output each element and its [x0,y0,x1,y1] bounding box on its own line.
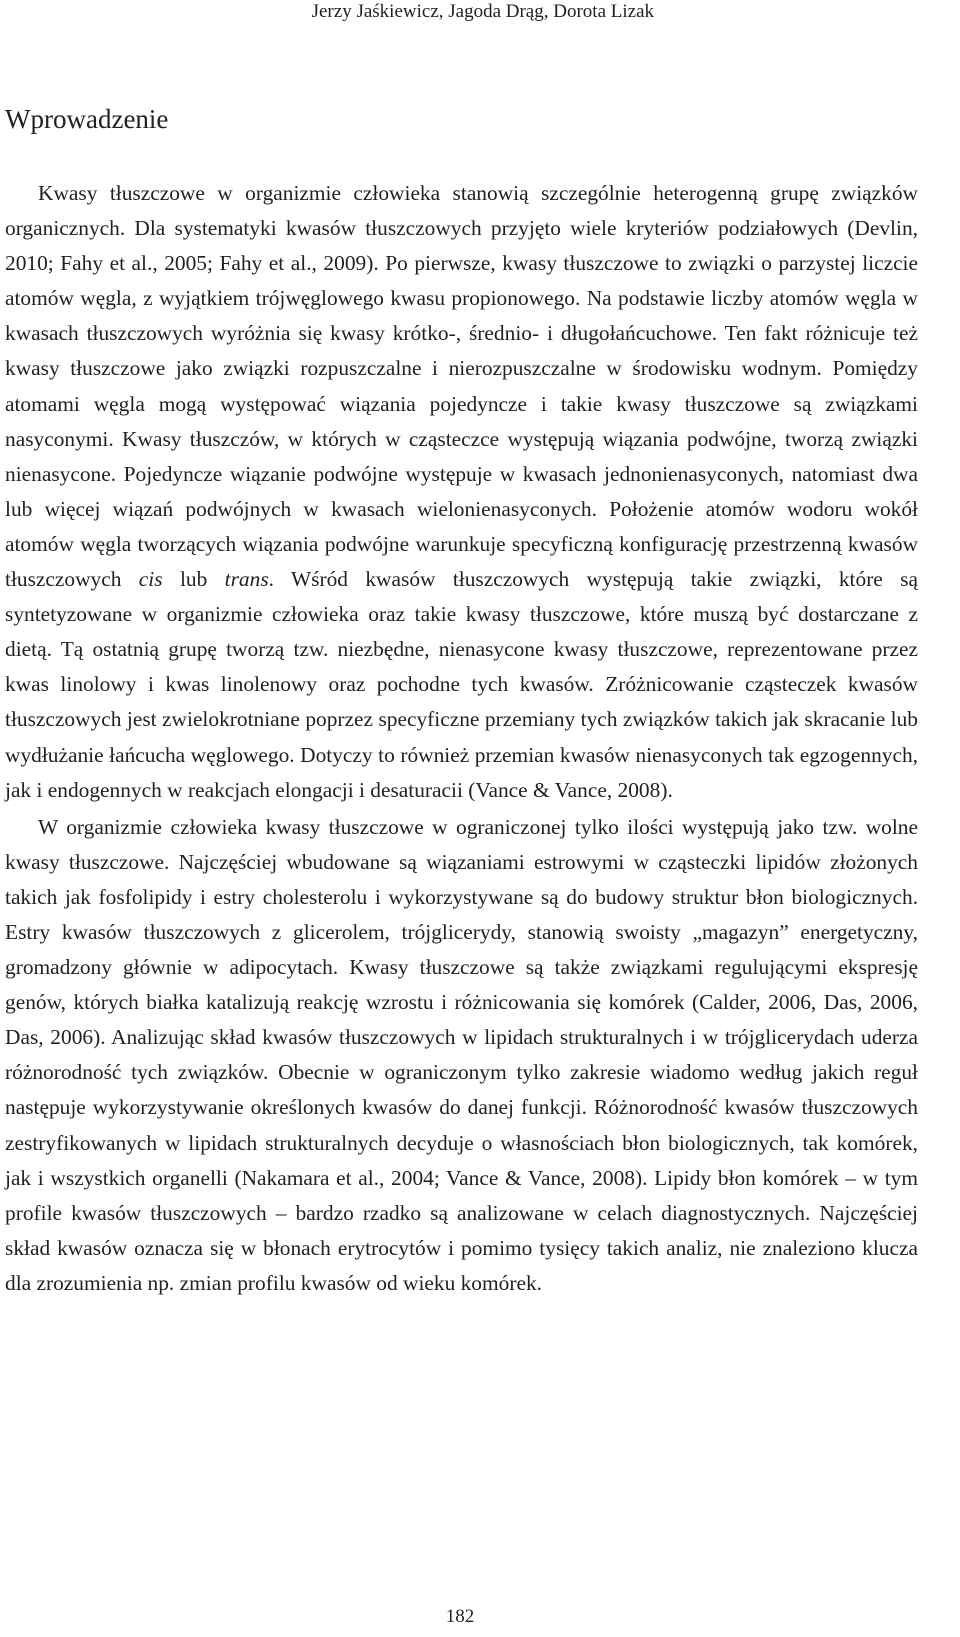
paragraph-1-text-a: Kwasy tłuszczowe w organizmie człowieka stanowią szczególnie heterogenną grupę związków organicznych. Dla systematyki kwasów tłuszczowych przyjęto wiele kryteriów podziałowych (Devlin, 2010; Fahy et al., 2005; Fahy et al., 2009). Po pierwsze, kwasy tłuszczowe to związki o parzystej liczcie atomów węgla, z wyjątkiem trójwęglowego kwasu propionowego. Na podstawie liczby atomów węgla w kwasach tłuszczowych wyróżnia się kwasy krótko-, średnio- i długołańcuchowe. Ten fakt różnicuje też kwasy tłuszczowe jako związki rozpuszczalne i nierozpuszczalne w środowisku wodnym. Pomiędzy atomami węgla mogą występować wiązania pojedyncze i takie kwasy tłuszczowe są związkami nasyconymi. Kwasy tłuszczów, w których w cząsteczce występują wiązania podwójne, tworzą związki nienasycone. Pojedyncze wiązanie podwójne występuje w kwasach jednonienasyconych, natomiast dwa lub więcej wiązań podwójnych w kwasach wielonienasyconych. Położenie atomów wodoru wokół atomów węgla tworzących wiązania podwójne warunkuje specyficzną konfigurację przestrzenną kwasów tłuszczowych [5,181,918,592]
page-number: 182 [445,1606,475,1627]
section-title: Wprowadzenie [5,104,169,134]
paragraph-2: W organizmie człowieka kwasy tłuszczowe w ograniczonej tylko ilości występują jako tzw. wolne kwasy tłuszczowe. Najczęściej wbudowane są wiązaniami estrowymi w cząsteczki lipidów złożonych takich jak fosfolipidy i estry cholesterolu i wykorzystywane są do budowy struktur błon biologicznych. Estry kwasów tłuszczowych z glicerolem, trójglicerydy, stanowią swoisty „magazyn” energetyczny, gromadzony głównie w adipocytach. Kwasy tłuszczowe są także związkami regulującymi ekspresję genów, których białka katalizują reakcję wzrostu i różnicowania się komórek (Calder, 2006, Das, 2006, Das, 2006). Analizując skład kwasów tłuszczowych w lipidach strukturalnych i w trójglicerydach uderza różnorodność tych związków. Obecnie w ograniczonym tylko zakresie wiadomo według jakich reguł następuje wykorzystywanie określonych kwasów do danej funkcji. Różnorodność kwasów tłuszczowych zestryfikowanych w lipidach strukturalnych decyduje o własnościach błon biologicznych, tak komórek, jak i wszystkich organelli (Nakamara et al., 2004; Vance & Vance, 2008). Lipidy błon komórek – w tym profile kwasów tłuszczowych – bardzo rzadko są analizowane w celach diagnostycznych. Najczęściej skład kwasów oznacza się w błonach erytrocytów i pomimo tysięcy takich analiz, nie znaleziono klucza dla zrozumienia np. zmian profilu kwasów od wieku komórek. [5,814,918,1295]
paragraph-1-text-b: . Wśród kwasów tłuszczowych występują takie związki, które są syntetyzowane w organizmie człowieka oraz takie kwasy tłuszczowe, które muszą być dostarczane z dietą. Tą ostatnią grupę tworzą tzw. niezbędne, nienasycone kwasy tłuszczowe, reprezentowane przez kwas linolowy i kwas linolenowy oraz pochodne tych kwasów. Zróżnicowanie cząsteczek kwasów tłuszczowych jest zwielokrotniane poprzez specyficzne przemiany tych związków takich jak skracanie lub wydłużanie łańcucha węglowego. Dotyczy to również przemian kwasów nienasyconych tak egzogennych, jak i endogennych w reakcjach elongacji i desaturacii (Vance & Vance, 2008). [5,567,918,802]
running-head-authors: Jerzy Jaśkiewicz, Jagoda Drąg, Dorota Lizak [311,1,654,22]
paragraph-1-connector: lub [179,567,208,592]
paragraph-1 [5,176,918,808]
italic-term-trans: trans [224,567,269,592]
body-text [5,176,918,1301]
italic-term-cis: cis [138,567,163,592]
